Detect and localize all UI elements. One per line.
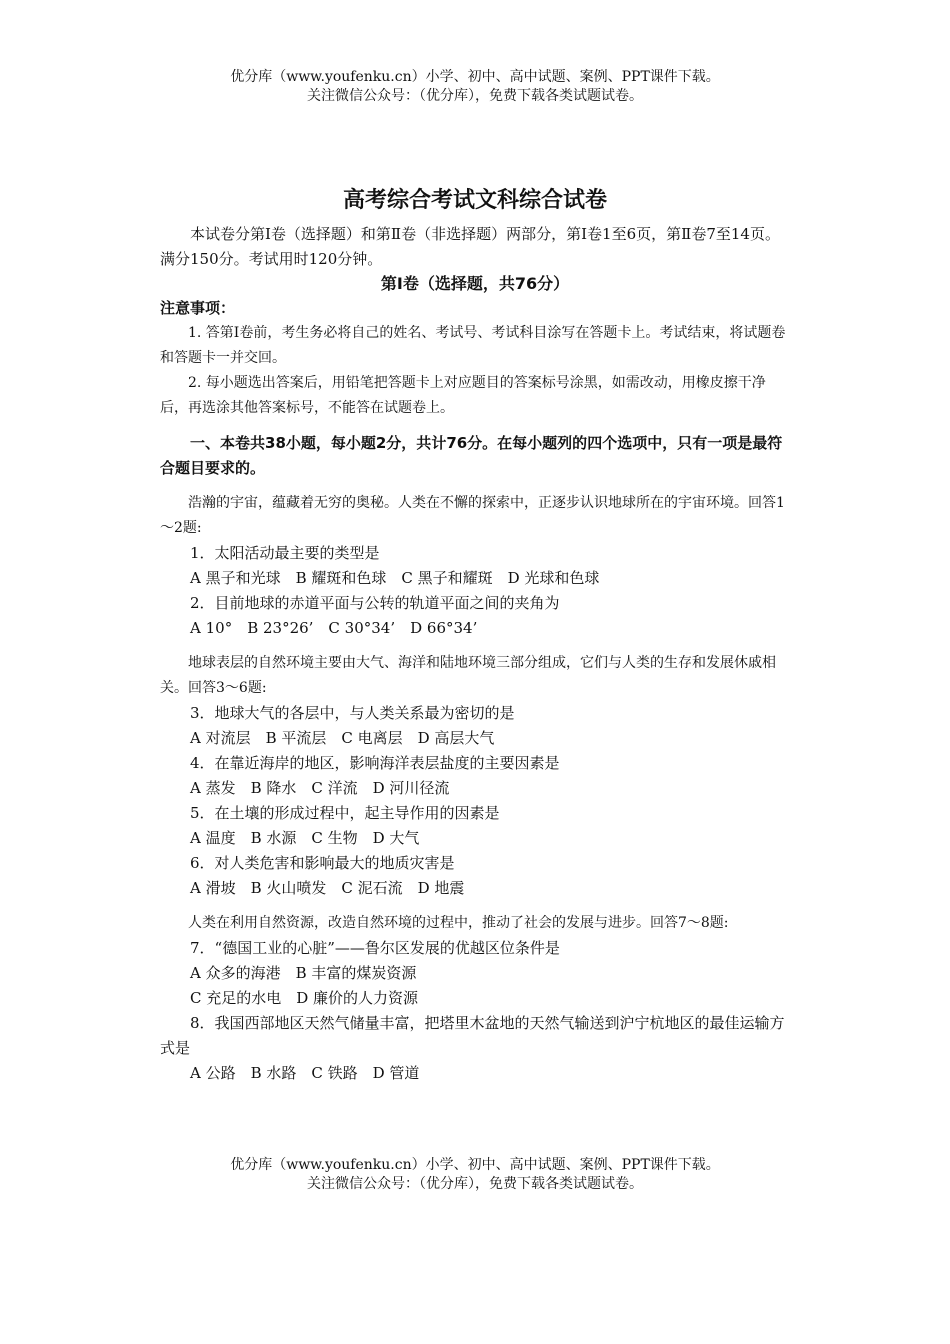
page-footer: [0, 1156, 950, 1194]
question: 7．“德国工业的心脏”——鲁尔区发展的优越区位条件是: [190, 939, 560, 957]
question: 5．在土壤的形成过程中，起主导作用的因素是: [190, 804, 500, 822]
footer-line-2: 关注微信公众号：（优分库），免费下载各类试题试卷。: [307, 1176, 643, 1192]
footer-line-1: 优分库（www.youfenku.cn）小学、初中、高中试题、案例、PPT课件下载。: [230, 1157, 720, 1173]
section-title: 第Ⅰ卷（选择题，共76分）: [380, 274, 570, 293]
question-stem: 浩瀚的宇宙，蕴藏着无穷的奥秘。人类在不懈的探索中，正逐步认识地球所在的宇宙环境。回答1～2题:: [160, 495, 785, 536]
question-stem: 地球表层的自然环境主要由大气、海洋和陆地环境三部分组成，它们与人类的生存和发展休戚相关。回答3～6题:: [160, 655, 776, 696]
question: 8．我国西部地区天然气储量丰富，把塔里木盆地的天然气输送到沪宁杭地区的最佳运输方式是: [160, 1014, 785, 1057]
page-header: [0, 68, 950, 106]
header-line-1: 优分库（www.youfenku.cn）小学、初中、高中试题、案例、PPT课件下载。: [230, 69, 720, 85]
header-line-2: 关注微信公众号：（优分库），免费下载各类试题试卷。: [307, 88, 643, 104]
notice-item: 2. 每小题选出答案后，用铅笔把答题卡上对应题目的答案标号涂黑，如需改动，用橡皮擦干净后，再选涂其他答案标号，不能答在试题卷上。: [160, 375, 766, 416]
question-options: A 温度 B 水源 C 生物 D 大气: [190, 829, 420, 847]
question-options: A 对流层 B 平流层 C 电离层 D 高层大气: [190, 729, 495, 747]
notice-label: 注意事项：: [160, 299, 236, 317]
question-options: A 公路 B 水路 C 铁路 D 管道: [190, 1064, 420, 1082]
part-heading: 一、本卷共38小题，每小题2分，共计76分。在每小题列的四个选项中，只有一项是最符合题目要求的。: [160, 434, 783, 477]
question-options: C 充足的水电 D 廉价的人力资源: [190, 989, 419, 1007]
question-stem: 人类在利用自然资源，改造自然环境的过程中，推动了社会的发展与进步。回答7～8题:: [188, 915, 729, 931]
question: 6．对人类危害和影响最大的地质灾害是: [190, 854, 455, 872]
question: 3．地球大气的各层中，与人类关系最为密切的是: [190, 704, 515, 722]
question-options: A 10° B 23°26’ C 30°34’ D 66°34’: [190, 619, 478, 637]
question-options: A 滑坡 B 火山喷发 C 泥石流 D 地震: [190, 879, 465, 897]
question-options: A 众多的海港 B 丰富的煤炭资源: [190, 964, 417, 982]
question-options: A 蒸发 B 降水 C 洋流 D 河川径流: [190, 779, 450, 797]
question-options: A 黑子和光球 B 耀斑和色球 C 黑子和耀斑 D 光球和色球: [190, 569, 600, 587]
intro-paragraph: 本试卷分第Ⅰ卷（选择题）和第Ⅱ卷（非选择题）两部分，第Ⅰ卷1至6页，第Ⅱ卷7至14页。满分150分。考试用时120分钟。: [160, 225, 780, 268]
question: 1．太阳活动最主要的类型是: [190, 544, 380, 562]
question: 2．目前地球的赤道平面与公转的轨道平面之间的夹角为: [190, 594, 560, 612]
page-title: 高考综合考试文科综合试卷: [342, 188, 607, 213]
question: 4．在靠近海岸的地区，影响海洋表层盐度的主要因素是: [190, 754, 560, 772]
notice-item: 1. 答第Ⅰ卷前，考生务必将自己的姓名、考试号、考试科目涂写在答题卡上。考试结束，将试题卷和答题卡一并交回。: [160, 325, 786, 366]
exam-body: [160, 186, 790, 1086]
